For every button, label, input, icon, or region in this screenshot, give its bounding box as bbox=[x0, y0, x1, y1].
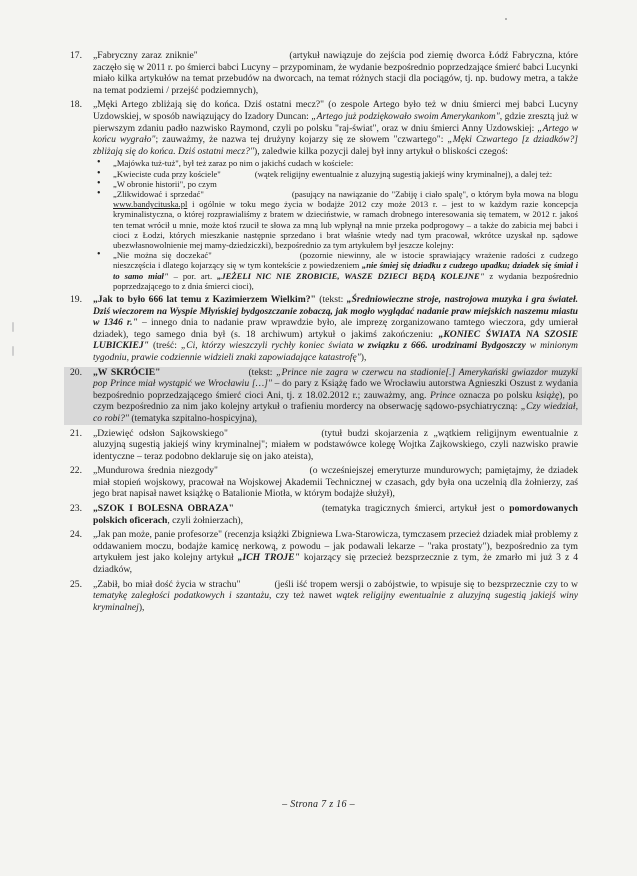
page-number-footer: – Strona 7 z 16 – bbox=[282, 799, 355, 810]
item-body: (tytuł budzi skojarzenia z „wątkiem religijnym ewentualnie z aluzyjną sugestią jakiejś winy kryminalnej"; miałem w podstawówce kolegę Wojtka Zajkowskiego, czyli nazwisko prawie identyczne – teraz podobno deklaruje się on jako ateista), bbox=[93, 427, 578, 462]
item-title: „Mundurowa średnia niezgody" bbox=[93, 465, 218, 477]
list-item-23: 23. „SZOK I BOLESNA OBRAZA" (tematyka tragicznych śmierci, artykuł jest o pomordowanych polskich oficerach, czyli żołnierzach), bbox=[70, 503, 578, 526]
list-item-17: 17. „Fabryczny zaraz zniknie" (artykuł nawiązuje do zejścia pod ziemię dworca Łódź Fabryczna, które zaczęło się w 2011 r. po śmierci babci Lucyny – przypominam, że wydanie bezpośrednio poprzedzające śmierć babci Lucynki miało kilka artykułów na temat przebudów na dworcach, na temat różnych stacji dla pociągów, tj. np. budowy metra, a także na temat podziemi / przejść podziemnych), bbox=[70, 50, 578, 96]
document-body bbox=[70, 50, 578, 616]
scan-speck bbox=[12, 346, 14, 356]
item-title: „Dziewięć odsłon Sajkowskiego" bbox=[93, 427, 228, 439]
nested-article-list bbox=[93, 158, 578, 291]
scan-speck bbox=[505, 18, 507, 20]
item-body: (artykuł nawiązuje do zejścia pod ziemię dworca Łódź Fabryczna, które zaczęło się w 2011 r. po śmierci babci Lucyny – przypominam, że wydanie bezpośrednio poprzedzające śmierć babci Lucynki miało kilka artykułów na temat przebudów na dworcach, na temat różnych stacji dla pociągów, tj. np. budowy metra, a także na temat podziemi / przejść podziemnych), bbox=[93, 50, 578, 96]
list-item-22: 22. „Mundurowa średnia niezgody" (o wcześniejszej emeryturze mundurowych; pamiętajmy, że dziadek miał stopień wojskowy, pracował na Wojskowej Akademii Technicznej w czasach, gdy była ona uczelnią dla żołnierzy, zaś jego brat napisał nawet książkę o Batalionie Miotła, w którym bodajże służył), bbox=[70, 465, 578, 500]
list-item-20-highlighted: 20. „W SKRÓCIE" (tekst: „Prince nie zagra w czerwcu na stadionie[.] Amerykański gwiazdor muzyki pop Prince miał wystąpić we Wrocławiu […]" – do pary z Książę fado we Wrocławiu autorstwa Agnieszki Oszust z wydania bezpośrednio poprzedzającego śmierć cioci Ani, tj. z 18.02.2012 r.; zauważmy, ang. Prince oznacza po polsku książę), po czym bezpośrednio za nim jako kolejny artykuł o trafieniu mordercy na obserwację sądowo-psychiatryczną: „Czy wiedział, co robi?" (tematyka szpitalno-hospicyjna), bbox=[64, 367, 582, 425]
item-title: „Jak pan może, panie profesorze" bbox=[93, 529, 222, 541]
nested-list-item: • „Zlikwidować i sprzedać" (pasujący na nawiązanie do "Zabiję i ciało spalę", o którym była mowa na blogu www.bandycituska.pl i ogólnie w toku mego życia w bodajże 2012 czy może 2013 r. – jest to w każdym razie koncepcja kryminalistyczna, o której rozprawialiśmy z bratem w dzieciństwie, w ramach drobnego interesowania się tematem, w 2012 r. jakoś ten temat wrócił u mnie, może ktoś rzucił te słowa za mną lub wpłynął na mnie przeka podprogowy – a także do zabicia mej babci i cioci z Łodzi, których mieszkanie następnie sprzedano i brat właśnie wtedy nad tym pracował, wkrótce uzyskał np. sądowe ubezwłasnowolnienie mej mamy-dziedziczki), bezpośrednio za tym artykułem był jeszcze kolejny: bbox=[93, 189, 578, 250]
blog-link[interactable]: www.bandycituska.pl bbox=[113, 199, 188, 210]
nested-list-item: • „Kwieciste cuda przy kościele" (wątek religijny ewentualnie z aluzyjną sugestią jakiejś winy kryminalnej), a dalej też: bbox=[93, 169, 578, 179]
list-item-19: 19. „Jak to było 666 lat temu z Kazimierzem Wielkim?" (tekst: „Średniowieczne stroje, nastrojowa muzyka i gra świateł. Dziś wieczorem na Wyspie Młyńskiej bydgoszczanie zobaczą, jak mogło wyglądać nadanie praw miejskich naszemu miastu w 1346 r." – innego dnia to nadanie praw wprawdzie było, ale imprezę zorganizowano tamtego wieczora, gdy umierał dziadek), tego samego dnia był (s. 18 archiwum) artykuł o jakimś zakończeniu: „KONIEC ŚWIATA NA SZOSIE LUBICKIEJ" (treść: „Ci, którzy wieszczyli rychły koniec świata w związku z 666. urodzinami Bydgoszczy w minionym tygodniu, prawie codziennie widzieli znaki zapowiadające katastrofę"), bbox=[70, 293, 579, 363]
item-body: (o wcześniejszej emeryturze mundurowych; pamiętajmy, że dziadek miał stopień wojskowy, pracował na Wojskowej Akademii Technicznej w czasach, gdy była ona uczelnią dla żołnierzy, zaś jego brat napisał nawet książkę o Batalionie Miotła, w którym bodajże służył), bbox=[93, 465, 578, 500]
item-title: „Jak to było 666 lat temu z Kazimierzem Wielkim?" bbox=[93, 293, 316, 305]
item-title: „Zabił, bo miał dość życia w strachu" bbox=[93, 578, 241, 590]
nested-list-item: • „Nie można się doczekać" (pozornie niewinny, ale w istocie sprawiający wrażenie radości z cudzego nieszczęścia i dlatego kojarzący się w tym kontekście z powiedzeniem „nie śmiej się dziadku z cudzego upadku; dziadek się śmiał i to samo miał" – por. art. „JEŻELI NIC NIE ZROBICIE, WASZE DZIECI BĘDĄ KOLEJNE" z wydania bezpośrednio poprzedzającego to z dnia śmierci cioci), bbox=[93, 250, 578, 291]
item-title: „SZOK I BOLESNA OBRAZA" bbox=[93, 503, 234, 515]
list-item-25: 25. „Zabił, bo miał dość życia w strachu" (jeśli iść tropem wersji o zabójstwie, to wpisuje się to bezsprzecznie czy to w tematykę zaległości podatkowych i szantażu, czy też nawet wątek religijny ewentualnie z aluzyjną sugestią jakiejś winy kryminalnej), bbox=[70, 578, 578, 613]
list-item-24: 24. „Jak pan może, panie profesorze" (recenzja książki Zbigniewa Lwa-Starowicza, tymczasem przecież dziadek miał problemy z oddawaniem moczu, bodajże kamicę nerkową, z powodu – jak podawali lekarze – "raka prostaty"), bezpośrednio za tym artykułem jest jako kolejny artykuł „ICH TROJE" kojarzący się przecież bezsprzecznie z tym, że zmarło mi już 3 z 4 dziadków, bbox=[70, 529, 579, 576]
scan-speck bbox=[12, 322, 14, 332]
list-item-18: 18. „Męki Artego zbliżają się do końca. Dziś ostatni mecz?" (o zespole Artego było też w dniu śmierci mej babci Lucyny Uzdowskiej, w sposób nawiązujący do Izadory Duncan: „Artego już podziękowało swoim Amerykankom", gdzie zresztą już w pierwszym zdaniu padło nazwisko Raymond, czyli po polsku "raj-świat", oraz w dniu śmierci Anny Uzdowskiej: „Artego w końcu wygrało"; zauważmy, że nazwa tej drużyny kojarzy się ze słowem "czwartego": „Męki Czwartego [z dziadków?] zbliżają się do końca. Dziś ostatni mecz?"), zaledwie kilka pozycji dalej był inny artykuł o bliskości czegoś: • „Majówka tuż-tuż", był też zaraz po nim o jakichś cudach w kościele: • „Kwieciste cuda przy kościele" (wątek religijny ewentualnie z aluzyjną sugestią jakiejś winy kryminalnej), a dalej też: • „W obronie historii", po czym • „Zlikwidować i sprzedać" (pasujący na nawiązanie do "Zabiję i ciało spalę", o którym była mowa na blogu www.bandycituska.pl i ogólnie w toku mego życia w bodajże 2012 czy może 2013 r. – jest to w każdym razie koncepcja kryminalistyczna, o której rozprawialiśmy z bratem w dzieciństwie, w ramach drobnego interesowania się tematem, w 2012 r. jakoś ten temat wrócił u mnie, może ktoś rzucił te słowa za mną lub wpłynął na mnie przeka podprogowy – a także do zabicia mej babci i cioci z Łodzi, których mieszkanie następnie sprzedano i brat właśnie wtedy nad tym pracował, wkrótce uzyskał np. sądowe ubezwłasnowolnienie mej mamy-dziedziczki), bezpośrednio za tym artykułem był jeszcze kolejny: • „Nie można się doczekać" (pozornie niewinny, ale w istocie sprawiający wrażenie radości z cudzego nieszczęścia i dlatego kojarzący się w tym kontekście z powiedzeniem „nie śmiej się dziadku z cudzego upadku; dziadek się śmiał i to samo miał" – por. art. „JEŻELI NIC NIE ZROBICIE, WASZE DZIECI BĘDĄ KOLEJNE" z wydania bezpośrednio poprzedzającego to z dnia śmierci cioci), bbox=[70, 99, 578, 291]
item-title: „W SKRÓCIE" bbox=[93, 366, 161, 378]
nested-list-item: • „Majówka tuż-tuż", był też zaraz po nim o jakichś cudach w kościele: bbox=[93, 158, 578, 168]
nested-list-item: • „W obronie historii", po czym bbox=[93, 179, 578, 189]
item-title: „Fabryczny zaraz zniknie" bbox=[93, 50, 198, 61]
list-item-21: 21. „Dziewięć odsłon Sajkowskiego" (tytuł budzi skojarzenia z „wątkiem religijnym ewentualnie z aluzyjną sugestią jakiejś winy kryminalnej"; miałem w podstawówce kolegę Wojtka Zajkowskiego, czyli nazwisko prawie identyczne – teraz podobno deklaruje się on jako ateista), bbox=[70, 427, 578, 462]
